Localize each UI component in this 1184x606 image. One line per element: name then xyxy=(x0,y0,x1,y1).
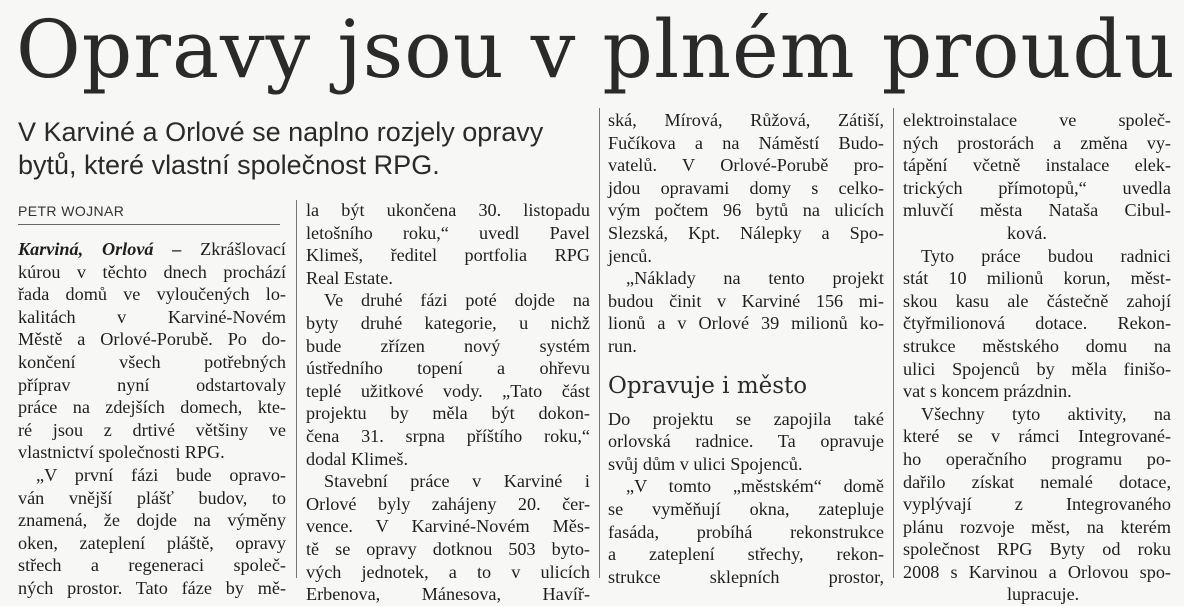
text-line: elektroinstalace ve společ- xyxy=(903,110,1171,130)
text-line: budou činit v Karviné 156 mi- xyxy=(608,290,884,311)
text-line: Orlové byly zahájeny 20. čer- xyxy=(306,493,590,514)
text-line: čena 31. srpna příštího roku,“ xyxy=(306,425,590,446)
text-line: Zkrášlovací xyxy=(200,239,286,259)
article-column-4 xyxy=(903,109,1171,606)
text-line: oken, zateplení pláště, opravy xyxy=(18,532,286,553)
subtitle-line: V Karviné a Orlové se naplno rozjely opravy xyxy=(18,117,544,147)
text-line: dodal Klimeš. xyxy=(306,448,409,469)
text-line: vým počtem 96 bytů na ulicích xyxy=(608,200,884,221)
paragraph xyxy=(903,109,1171,245)
text-line: trických přímotopů,“ uvedla xyxy=(903,177,1171,198)
text-line: tápění včetně instalace elek- xyxy=(903,155,1171,176)
text-line: jdou opravami domy s celko- xyxy=(608,177,884,198)
column-divider xyxy=(599,108,600,578)
text-line: fasáda, probíhá rekonstrukce xyxy=(608,521,884,542)
text-line: run. xyxy=(608,335,637,356)
text-line: vých jednotek, a to v ulicích xyxy=(306,561,590,582)
text-line: střech a regeneraci společ- xyxy=(18,555,286,576)
text-line: bude zřízen nový systém xyxy=(306,335,590,356)
text-line: Erbenova, Mánesova, Havíř- xyxy=(306,584,590,605)
text-line: ván vnější plášť budov, to xyxy=(18,487,286,508)
column-divider xyxy=(296,200,297,578)
text-line: společnost RPG Byty od roku xyxy=(903,539,1171,560)
paragraph xyxy=(608,475,884,588)
article-column-2 xyxy=(306,199,590,606)
text-line: letošního roku,“ uvedl Pavel xyxy=(306,222,590,243)
text-line: ská, Mírová, Růžová, Zátiší, xyxy=(608,110,884,130)
text-line: la být ukončena 30. listopadu xyxy=(306,200,590,220)
text-line: Slezská, Kpt. Nálepky a Spo- xyxy=(608,222,884,243)
text-line: strukce sklepních prostor, xyxy=(608,566,884,587)
text-line: „V první fázi bude opravo- xyxy=(36,464,286,485)
paragraph xyxy=(18,238,286,464)
text-line: Fučíkova a na Náměstí Budo- xyxy=(608,132,884,153)
paragraph xyxy=(608,109,884,267)
text-line: „V tomto „městském“ domě xyxy=(626,476,884,497)
text-line: se vyměňují okna, zatepluje xyxy=(608,498,884,519)
text-line: strukce městského domu na xyxy=(903,335,1171,356)
text-line: orlovská radnice. Ta opravuje xyxy=(608,431,884,452)
paragraph xyxy=(18,464,286,600)
text-line: a zateplení střechy, rekon- xyxy=(608,544,884,565)
paragraph xyxy=(608,267,884,357)
text-line: práce na zdejších domech, kte- xyxy=(18,397,286,418)
text-line: kúrou v těchto dnech prochází xyxy=(18,261,286,282)
paragraph xyxy=(306,289,590,470)
paragraph xyxy=(903,403,1171,606)
byline: PETR WOJNAR xyxy=(18,202,280,225)
text-line: Ve druhé fázi poté dojde na xyxy=(324,290,590,311)
text-line: ných prostor. Tato fáze by mě- xyxy=(18,577,286,598)
text-line: plánu rozvoje měst, na kterém xyxy=(903,516,1171,537)
text-line: které se v rámci Integrované- xyxy=(903,426,1171,447)
text-line: vatelů. V Orlové-Porubě pro- xyxy=(608,155,884,176)
text-line: Městě a Orlové-Porubě. Po do- xyxy=(18,329,286,350)
text-line: ré jsou z drtivé většiny ve xyxy=(18,419,286,440)
text-line: svůj dům v ulici Spojenců. xyxy=(608,453,803,474)
paragraph xyxy=(306,470,590,606)
text-line: ková. xyxy=(1007,222,1047,243)
text-line: ústředního topení a ohřevu xyxy=(306,358,590,379)
text-line: Tyto práce budou radnici xyxy=(921,245,1171,266)
text-line: teplé užitkové vody. „Tato část xyxy=(306,380,590,401)
text-line: ho operačního programu po- xyxy=(903,448,1171,469)
text-line: byty druhé kategorie, u nichž xyxy=(306,312,590,333)
subtitle xyxy=(18,116,598,182)
article-column-3 xyxy=(608,109,884,588)
text-line: ných prostorách a změna vy- xyxy=(903,132,1171,153)
text-line: Real Estate. xyxy=(306,267,393,288)
text-line: lupracuje. xyxy=(1007,584,1080,605)
article-column-1 xyxy=(18,238,286,600)
text-line: vence. V Karviné-Novém Měs- xyxy=(306,516,590,537)
text-line: stát 10 milionů korun, měst- xyxy=(903,268,1171,289)
text-line: projektu by měla být dokon- xyxy=(306,403,590,424)
text-line: končení všech potřebných xyxy=(18,351,286,372)
text-line: ulici Spojenců by měla finišo- xyxy=(903,358,1171,379)
text-line: tě se opravy dotknou 503 byto- xyxy=(306,538,590,559)
text-line: skou kasu ale částečně zahojí xyxy=(903,290,1171,311)
text-line: Klimeš, ředitel portfolia RPG xyxy=(306,245,590,266)
text-line: vyplývají z Integrovaného xyxy=(903,494,1171,515)
text-line: vat s koncem prázdnin. xyxy=(903,381,1072,402)
text-line: Stavební práce v Karviné i xyxy=(324,471,590,492)
text-line: čtyřmilionová dotace. Rekon- xyxy=(903,313,1171,334)
text-line: znamená, že dojde na výměny xyxy=(18,510,286,531)
headline: Opravy jsou v plném proudu xyxy=(16,3,1176,96)
text-line: Do projektu se zapojila také xyxy=(608,408,884,429)
paragraph xyxy=(306,199,590,289)
text-line: vlastnictví společnosti RPG. xyxy=(18,442,225,463)
text-line: jenců. xyxy=(608,245,652,266)
dateline: Karviná, Orlová – xyxy=(18,239,182,259)
text-line: dařilo získat nemalé dotace, xyxy=(903,471,1171,492)
text-line: mluvčí města Nataša Cibul- xyxy=(903,200,1171,221)
text-line: řada domů ve vyloučených lo- xyxy=(18,284,286,305)
text-line: kalitách v Karviné-Novém xyxy=(18,306,286,327)
subtitle-line: bytů, které vlastní společnost RPG. xyxy=(18,150,440,180)
paragraph xyxy=(608,408,884,476)
text-line: lionů a v Orlové 39 milionů ko- xyxy=(608,313,884,334)
text-line: Všechny tyto aktivity, na xyxy=(921,403,1171,424)
section-subheading: Opravuje i město xyxy=(608,372,808,399)
text-line: příprav nyní odstartovaly xyxy=(18,374,286,395)
column-divider xyxy=(893,108,894,578)
paragraph xyxy=(903,245,1171,403)
text-line: 2008 s Karvinou a Orlovou spo- xyxy=(903,561,1171,582)
text-line: „Náklady na tento projekt xyxy=(626,268,884,289)
